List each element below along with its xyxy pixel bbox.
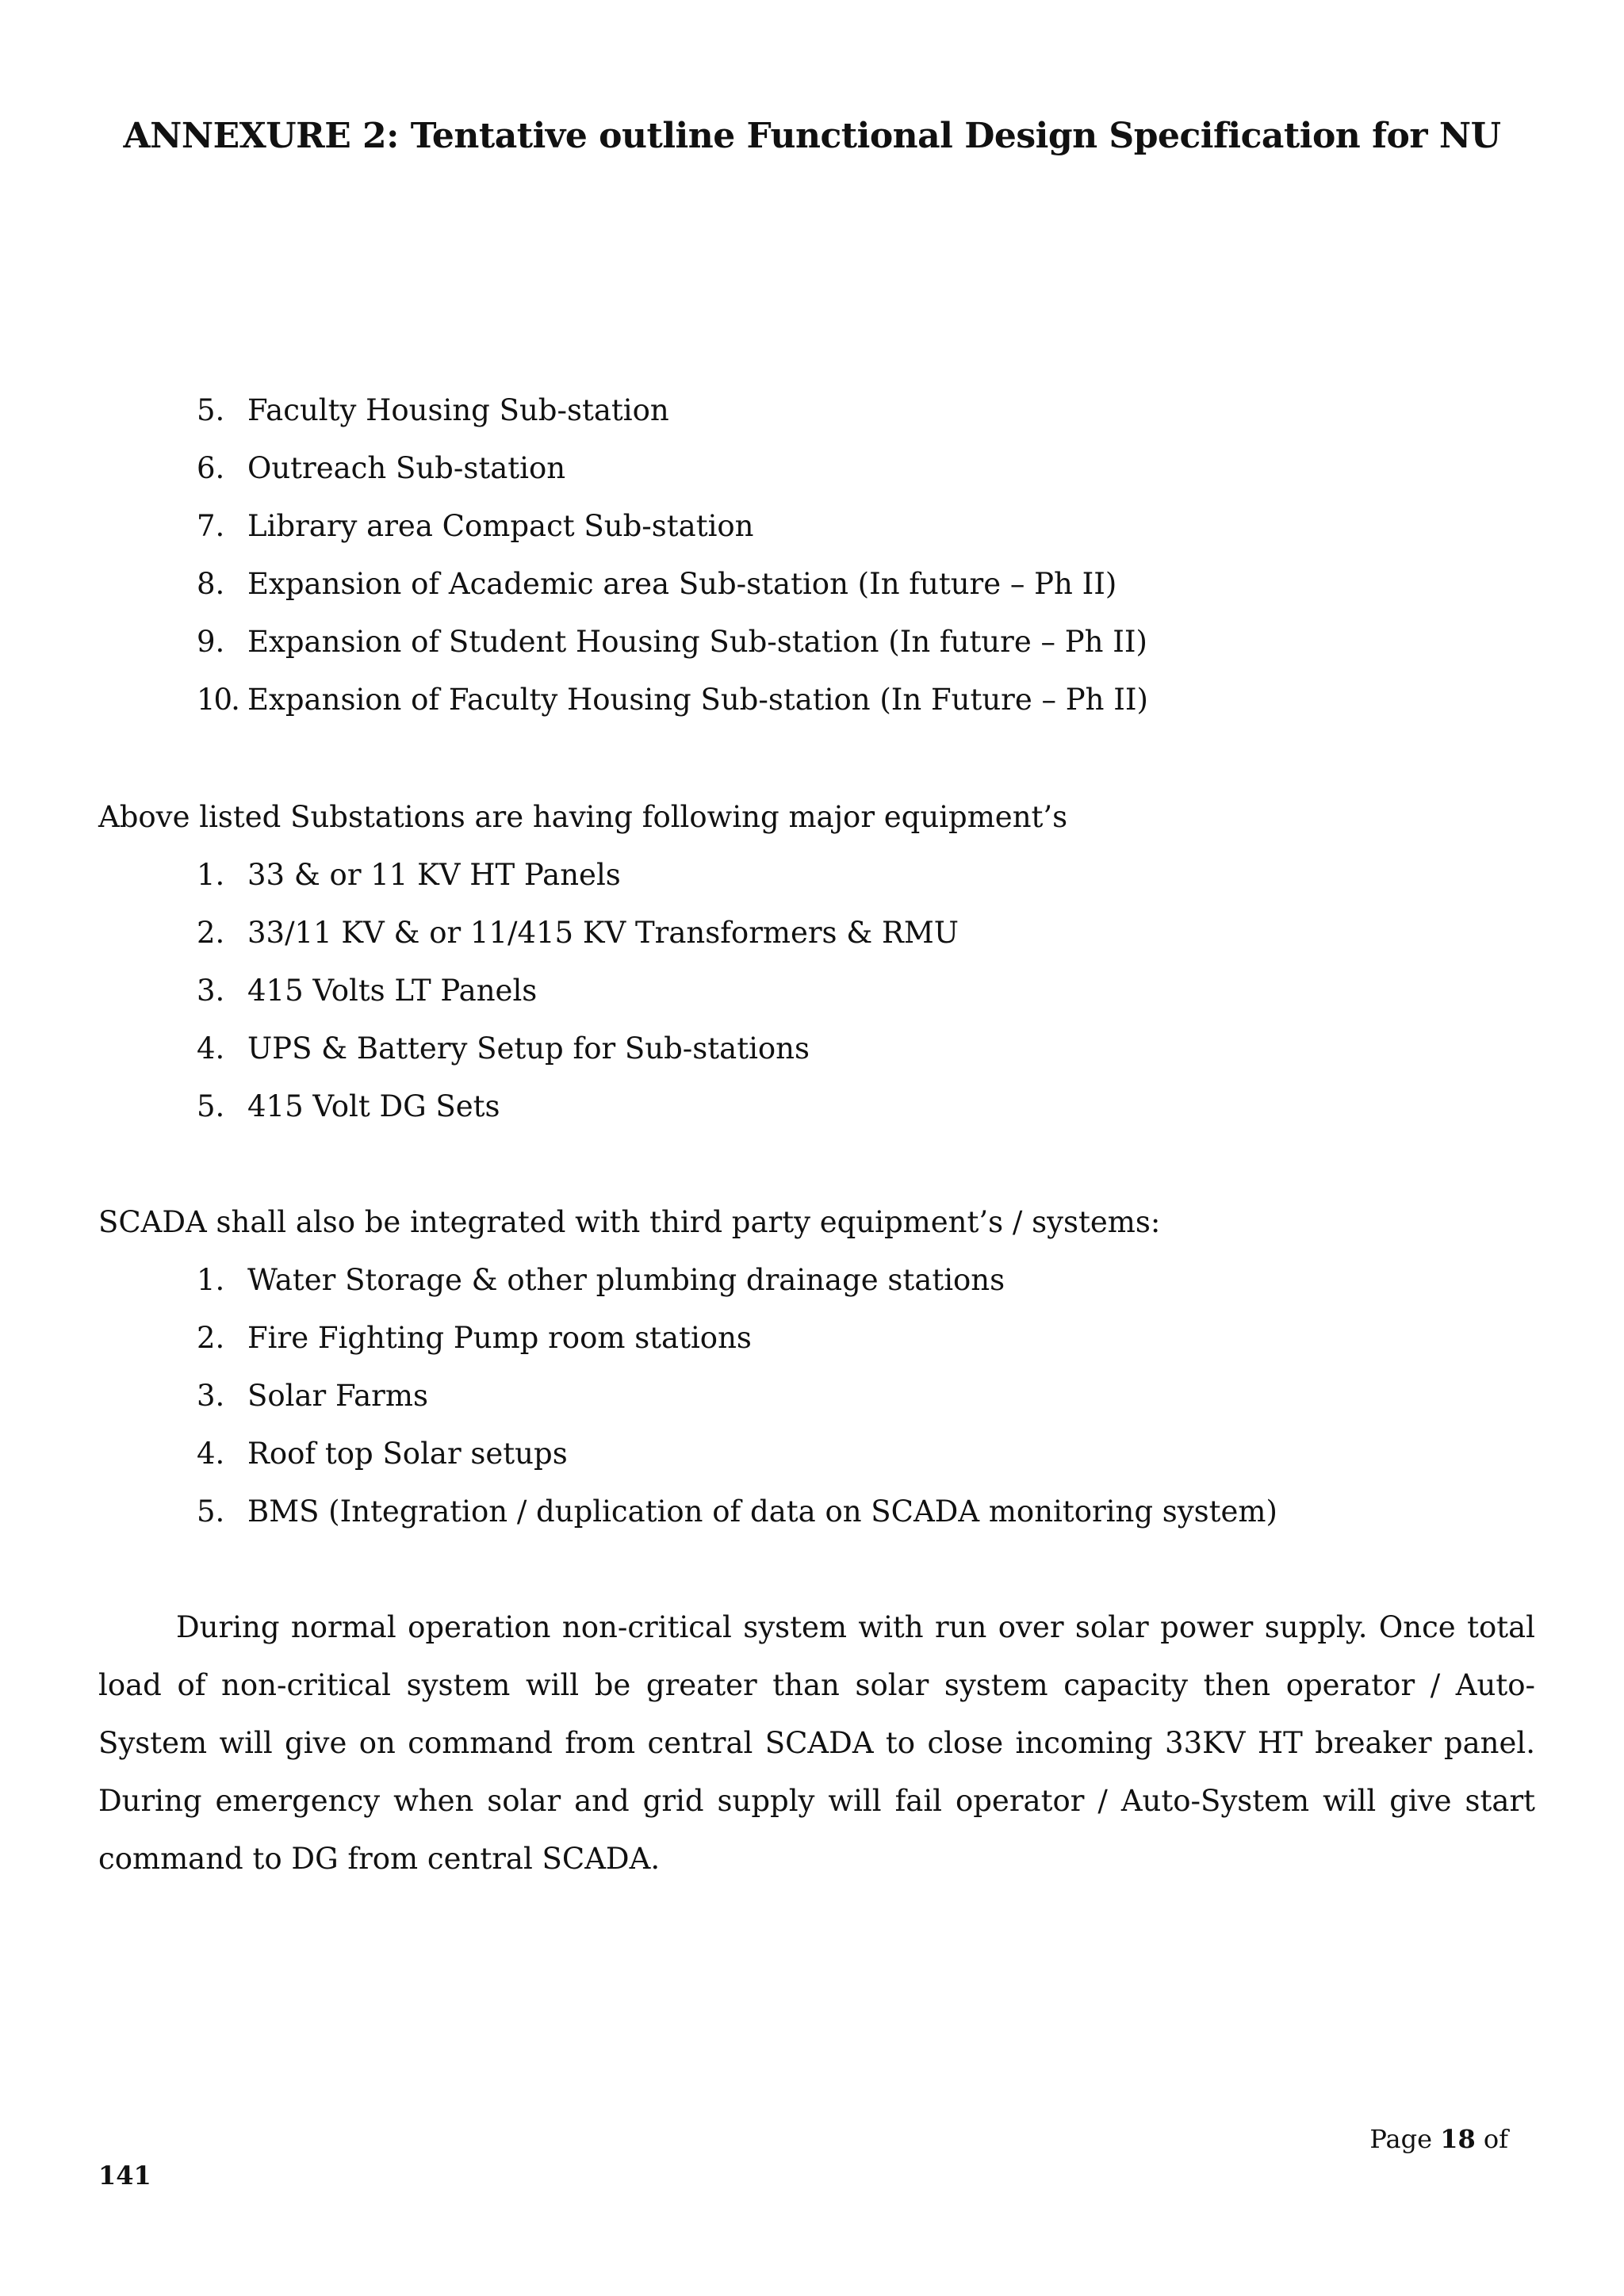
list-number: 9. (197, 625, 225, 659)
list-item (197, 846, 959, 904)
list-item (197, 671, 1148, 729)
list-text: Expansion of Student Housing Sub-station (In future – Ph II) (247, 625, 1147, 659)
list-item (197, 1251, 1277, 1309)
list-text: BMS (Integration / duplication of data on SCADA monitoring system) (247, 1494, 1277, 1529)
list-text: UPS & Battery Setup for Sub-stations (247, 1031, 810, 1066)
third-party-list (197, 1251, 1277, 1540)
list-text: 415 Volts LT Panels (247, 974, 538, 1008)
list-text: Solar Farms (247, 1379, 428, 1413)
list-number: 3. (197, 1379, 225, 1413)
list-text: Roof top Solar setups (247, 1437, 568, 1471)
list-text: Water Storage & other plumbing drainage stations (247, 1263, 1005, 1297)
list-text: 415 Volt DG Sets (247, 1089, 500, 1123)
list-number: 2. (197, 1321, 225, 1355)
list-text: Outreach Sub-station (247, 451, 566, 485)
list-number: 10. (197, 683, 239, 717)
operation-paragraph: During normal operation non-critical system with run over solar power supply. Once total load of non-critical system will be greater than solar system capacity then operator / Auto-System will give on command from central SCADA to close incoming 33KV HT breaker panel. During emergency when solar and grid supply will fail operator / Auto-System will give start command to DG from central SCADA. (98, 1610, 1535, 1876)
list-item (197, 1367, 1277, 1425)
list-text: Expansion of Faculty Housing Sub-station (In Future – Ph II) (247, 683, 1148, 717)
list-text: 33 & or 11 KV HT Panels (247, 858, 621, 892)
equipment-intro: Above listed Substations are having following major equipment’s (98, 800, 1068, 834)
list-number: 7. (197, 509, 225, 543)
list-text: Library area Compact Sub-station (247, 509, 754, 543)
list-item (197, 1020, 959, 1077)
list-item (197, 1309, 1277, 1367)
list-item (197, 439, 1148, 497)
list-item (197, 1483, 1277, 1540)
list-number: 2. (197, 916, 225, 950)
list-item (197, 962, 959, 1020)
list-number: 4. (197, 1437, 225, 1471)
list-item (197, 1425, 1277, 1483)
list-number: 4. (197, 1031, 225, 1066)
list-text: Fire Fighting Pump room stations (247, 1321, 752, 1355)
list-number: 3. (197, 974, 225, 1008)
list-number: 1. (197, 1263, 225, 1297)
list-item (197, 381, 1148, 439)
total-pages: 141 (98, 2160, 151, 2191)
third-party-intro: SCADA shall also be integrated with third party equipment’s / systems: (98, 1205, 1161, 1239)
page-prefix: Page (1369, 2124, 1441, 2154)
list-number: 5. (197, 393, 225, 427)
list-item (197, 555, 1148, 613)
list-item (197, 497, 1148, 555)
list-number: 1. (197, 858, 225, 892)
equipment-list (197, 846, 959, 1135)
substation-list (197, 381, 1148, 729)
current-page: 18 (1440, 2124, 1476, 2154)
list-item (197, 1077, 959, 1135)
list-item (197, 613, 1148, 671)
page-suffix: of (1475, 2124, 1508, 2154)
list-number: 6. (197, 451, 225, 485)
list-number: 8. (197, 567, 225, 601)
document-title: ANNEXURE 2: Tentative outline Functional Design Specification for NU (123, 116, 1501, 156)
page-number (1369, 2122, 1508, 2156)
list-text: Faculty Housing Sub-station (247, 393, 669, 427)
list-text: Expansion of Academic area Sub-station (In future – Ph II) (247, 567, 1117, 601)
list-number: 5. (197, 1494, 225, 1529)
list-item (197, 904, 959, 962)
list-number: 5. (197, 1089, 225, 1123)
list-text: 33/11 KV & or 11/415 KV Transformers & RMU (247, 916, 959, 950)
